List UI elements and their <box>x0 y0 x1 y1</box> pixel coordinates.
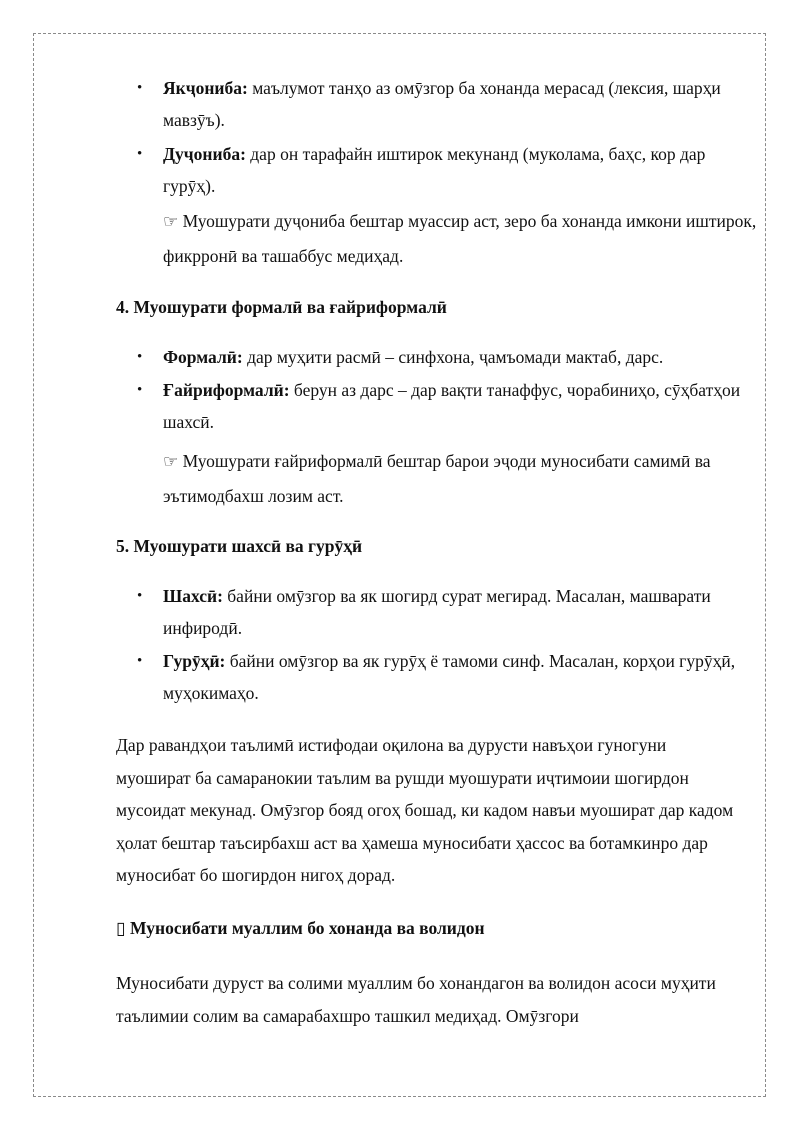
bullet-icon: • <box>137 80 143 96</box>
list-item <box>137 374 753 438</box>
subsection-heading <box>116 916 485 940</box>
bullet-text: дар он тарафайн иштирок мекунанд (муколама, баҳс, кор дар гурӯҳ). <box>163 144 706 196</box>
note-text: Муошурати ғайриформалӣ бештар барои эҷоди муносибати самимӣ ва эътимодбахш лозим аст. <box>163 451 711 506</box>
bullet-icon: • <box>137 146 143 162</box>
list-item <box>137 645 753 709</box>
list-item <box>137 341 753 373</box>
bullet-text: берун аз дарс – дар вақти танаффус, чорабиниҳо, сӯҳбатҳои шахсӣ. <box>163 380 741 432</box>
missing-glyph-icon: ▯ <box>116 918 126 938</box>
body-paragraph: Дар равандҳои таълимӣ истифодаи оқилона ва дурусти навъҳои гуногуни муошират ба самаранокии таълим ва рушди муошурати иҷтимоии шогирдон мусоидат мекунад. Омӯзгор бояд огоҳ бошад, ки кадом навъи муошират дар кадом ҳолат бештар таъсирбахш аст ва ҳамеша муносибати ҳассос ва ботамкинро дар муносибат бо шогирдон нигоҳ дорад. <box>116 735 734 885</box>
bullet-icon: • <box>137 349 143 365</box>
list-item <box>137 72 753 136</box>
bullet-term: Гурӯҳӣ: <box>163 651 226 671</box>
bullet-icon: • <box>137 653 143 669</box>
list-item <box>137 580 753 644</box>
bullet-text: маълумот танҳо аз омӯзгор ба хонанда мерасад (лексия, шарҳи мавзӯъ). <box>163 78 721 130</box>
bullet-term: Шахсӣ: <box>163 586 223 606</box>
bullet-term: Якҷониба: <box>163 78 248 98</box>
bullet-term: Ғайриформалӣ: <box>163 380 290 400</box>
bullet-text: байни омӯзгор ва як гурӯҳ ё тамоми синф. Масалан, корҳои гурӯҳӣ, муҳокимаҳо. <box>163 651 736 703</box>
bullet-text: дар муҳити расмӣ – синфхона, ҷамъомади мактаб, дарс. <box>242 347 664 367</box>
note-text: Муошурати дуҷониба бештар муассир аст, зеро ба хонанда имкони иштирок, фикрронӣ ва ташаббус медиҳад. <box>163 211 757 266</box>
section-heading: 5. Муошурати шахсӣ ва гурӯҳӣ <box>116 536 363 556</box>
bullet-text: байни омӯзгор ва як шогирд сурат мегирад. Масалан, машварати инфиродӣ. <box>163 586 711 638</box>
bullet-icon: • <box>137 588 143 604</box>
bullet-icon: • <box>137 382 143 398</box>
list-item <box>137 138 753 202</box>
body-paragraph: Муносибати дуруст ва солими муаллим бо хонандагон ва волидон асоси муҳити таълимии солим ва самарабахшро ташкил медиҳад. Омӯзгори <box>116 973 716 1026</box>
pointing-hand-icon: ☞ <box>163 452 179 472</box>
note-paragraph <box>163 204 773 273</box>
subsection-heading-text: Муносибати муаллим бо хонанда ва волидон <box>130 918 485 938</box>
bullet-term: Формалӣ: <box>163 347 243 367</box>
pointing-hand-icon: ☞ <box>163 212 179 232</box>
note-paragraph <box>163 444 773 513</box>
section-heading: 4. Муошурати формалӣ ва ғайриформалӣ <box>116 297 447 317</box>
bullet-term: Дуҷониба: <box>163 144 246 164</box>
